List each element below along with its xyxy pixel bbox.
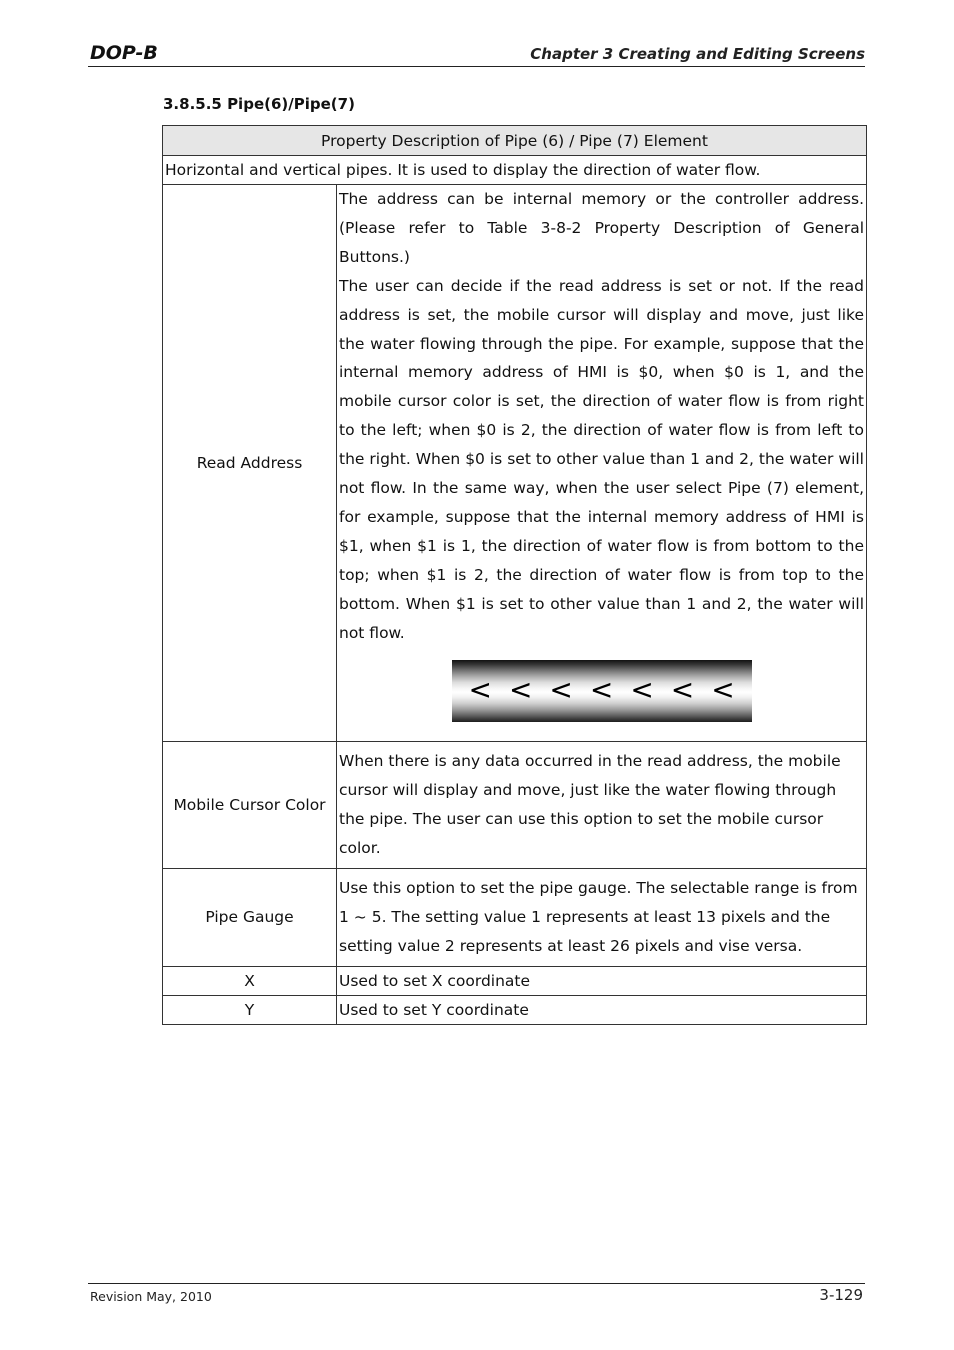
pipe-illustration [452, 660, 752, 722]
row-label-mobile-cursor-color: Mobile Cursor Color [163, 742, 337, 869]
pipe-flow-arrows-icon: <<<<<<< [468, 672, 752, 706]
page-header [88, 40, 865, 67]
row-desc-pipe-gauge [337, 869, 867, 967]
table-row [163, 995, 867, 1024]
row-desc-x: Used to set X coordinate [337, 966, 867, 995]
row-label-read-address: Read Address [163, 185, 337, 742]
revision-text: Revision May, 2010 [90, 1289, 212, 1304]
table-intro-row [163, 156, 867, 185]
pipe-illustration-wrap [339, 648, 864, 742]
table-row [163, 742, 867, 869]
dop-b-logo: DOP-B [90, 42, 158, 64]
property-table [162, 125, 867, 1025]
row-desc-y: Used to set Y coordinate [337, 995, 867, 1024]
row-label-pipe-gauge: Pipe Gauge [163, 869, 337, 967]
mobile-cursor-color-text: When there is any data occurred in the read address, the mobile cursor will display and move, just like the water flowing through the pipe. The user can use this option to set the mobile cursor color. [339, 752, 841, 858]
table-row [163, 966, 867, 995]
chapter-title: Chapter 3 Creating and Editing Screens [530, 45, 865, 63]
page-number: 3-129 [819, 1286, 863, 1304]
table-row [163, 185, 867, 742]
row-desc-mobile-cursor-color [337, 742, 867, 869]
read-address-paragraph-2: The user can decide if the read address is set or not. If the read address is set, the mobile cursor will display and move, just like the water flowing through the pipe. For example, suppose that the internal memory address of HMI is $0, when $0 is 1, and the mobile cursor color is set, the direction of water flow is from right to the left; when $0 is 2, the direction of water flow is from left to the right. When $0 is set to other value than 1 and 2, the water will not flow. In the same way, when the user select Pipe (7) element, for example, suppose that the internal memory address of HMI is $1, when $1 is 1, the direction of water flow is from bottom to the top; when $1 is 2, the direction of water flow is from top to the bottom. When $1 is set to other value than 1 and 2, the water will not flow. [339, 276, 864, 642]
pipe-gauge-text: Use this option to set the pipe gauge. The selectable range is from 1 ~ 5. The setting value 1 represents at least 13 pixels and the setting value 2 represents at least 26 pixels and vise versa. [339, 879, 858, 955]
table-row [163, 869, 867, 967]
row-label-y: Y [163, 995, 337, 1024]
table-intro: Horizontal and vertical pipes. It is used to display the direction of water flow. [163, 156, 867, 185]
table-heading-row [163, 126, 867, 156]
table-heading: Property Description of Pipe (6) / Pipe (7) Element [163, 126, 867, 156]
read-address-paragraph-1: The address can be internal memory or the controller address. (Please refer to Table 3-8-2 Property Description of General Buttons.) [339, 190, 864, 266]
section-title: 3.8.5.5 Pipe(6)/Pipe(7) [163, 95, 355, 113]
row-label-x: X [163, 966, 337, 995]
row-desc-read-address [337, 185, 867, 742]
page-footer [88, 1283, 865, 1304]
